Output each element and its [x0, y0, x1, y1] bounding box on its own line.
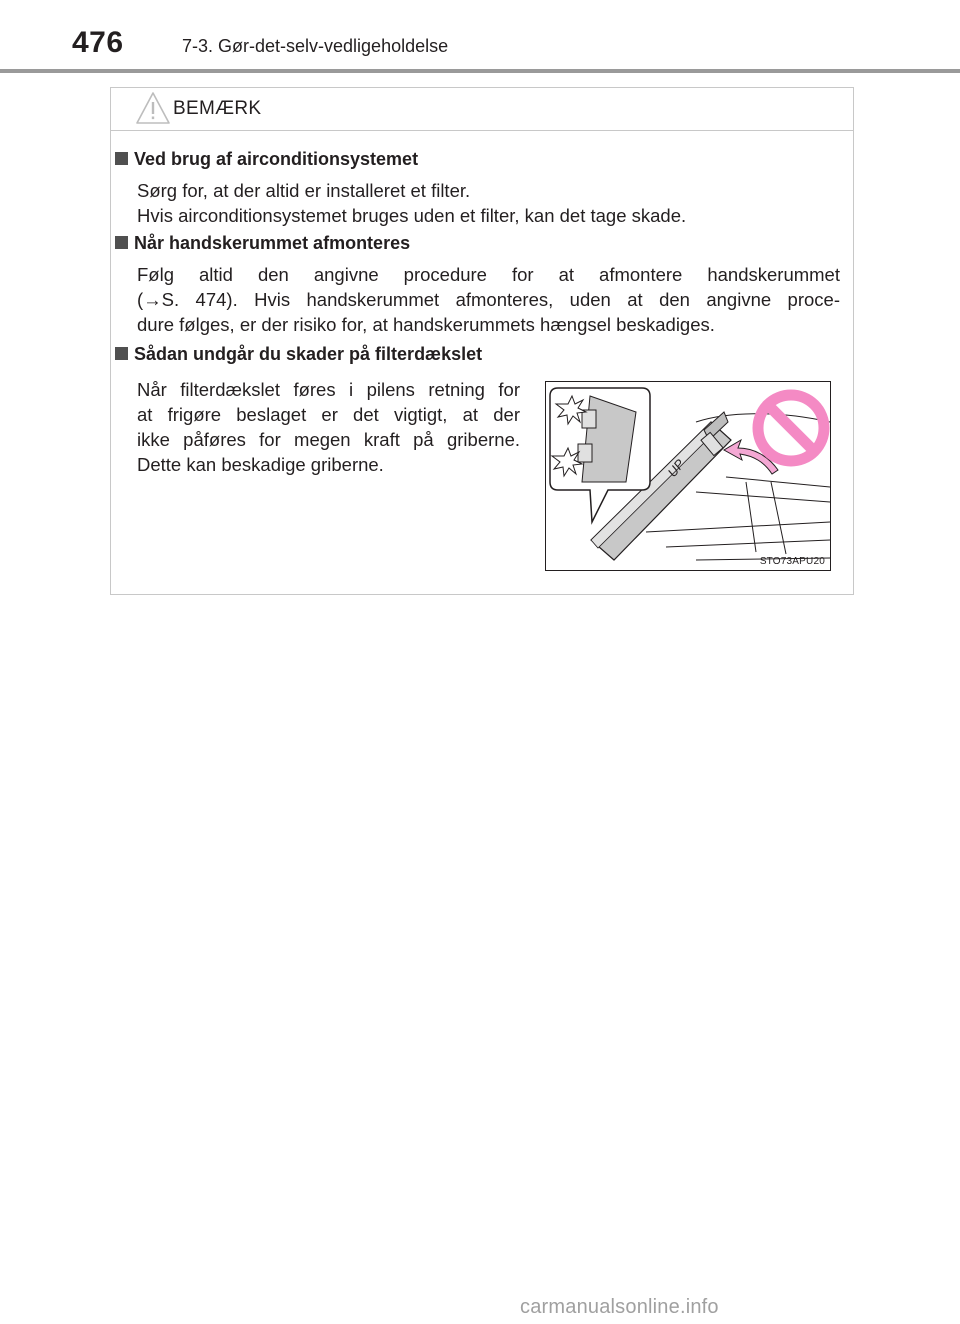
- notice-header: [111, 88, 853, 131]
- prohibition-icon: [758, 395, 824, 461]
- section-heading: Sådan undgår du skader på filterdækslet: [115, 344, 482, 365]
- section-text: Sørg for, at der altid er installeret et filter. Hvis airconditionsystemet bruges uden et filter, kan det tage skade.: [137, 180, 687, 226]
- square-bullet-icon: [115, 152, 128, 165]
- warning-triangle-icon: [135, 91, 171, 125]
- square-bullet-icon: [115, 236, 128, 249]
- svg-text:UP: UP: [664, 456, 688, 480]
- page-header: [0, 0, 960, 70]
- watermark: carmanualsonline.info: [520, 1296, 719, 1318]
- section-text: Når filterdækslet føres i pilens retning for at frigøre beslaget er det vigtigt, at der ikke påføres for megen kraft på griberne. Dette kan beskadige griberne.: [137, 379, 520, 475]
- section-title: 7-3. Gør-det-selv-vedligeholdelse: [182, 36, 449, 56]
- section-heading: Ved brug af airconditionsystemet: [115, 149, 418, 170]
- page-number: 476: [72, 26, 124, 59]
- notice-box: [110, 87, 854, 595]
- section-text: Følg altid den angivne procedure for at afmontere handskerummet (→S. 474). Hvis handskerummet afmonteres, uden at den angivne proce- dure følges, er der risiko for, at handskerummets hængsel beskadiges.: [137, 264, 840, 335]
- square-bullet-icon: [115, 347, 128, 360]
- section-heading: Når handskerummet afmonteres: [115, 233, 410, 254]
- notice-label: BEMÆRK: [173, 98, 262, 119]
- header-divider: [0, 69, 960, 73]
- illustration-code: STO73APU20: [759, 556, 825, 567]
- illustration-drawing: [546, 382, 830, 570]
- filter-cover-illustration: [545, 381, 831, 571]
